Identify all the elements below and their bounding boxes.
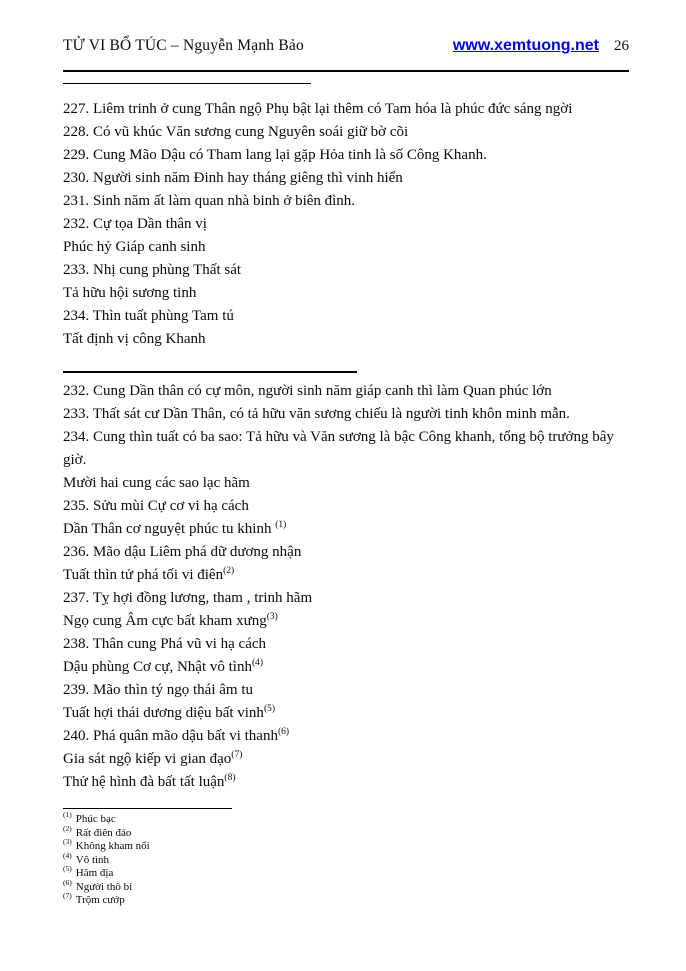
text-line — [63, 564, 629, 587]
footnote-ref: (7) — [231, 750, 243, 760]
footnote-marker: (3) — [63, 837, 72, 847]
footnote-marker: (4) — [63, 850, 72, 860]
footnote-ref: (1) — [275, 520, 287, 530]
line-text: Dần Thân cơ nguyệt phúc tu khinh — [63, 521, 276, 537]
footnote-line — [63, 823, 629, 841]
page-number: 26 — [614, 38, 629, 54]
poem-section — [63, 98, 629, 351]
poem-line: 227. Liêm trinh ở cung Thân ngộ Phụ bật lại thêm có Tam hóa là phúc đức sáng ngời — [63, 101, 573, 117]
line-text: 240. Phá quân mão dậu bất vi thanh — [63, 728, 278, 744]
footnote-ref: (6) — [277, 727, 290, 737]
footnote-ref: (4) — [251, 658, 264, 668]
line-text: Thử hệ hình đà bất tất luận — [63, 774, 225, 790]
text-line — [63, 518, 629, 541]
poem-line: 232. Cự tọa Dần thân vị — [63, 216, 207, 232]
continuation-separator-rule — [63, 83, 311, 84]
text-line — [63, 748, 629, 771]
footnote-text: Hãm địa — [75, 867, 114, 879]
text-line — [63, 380, 629, 403]
poem-line: 228. Có vũ khúc Văn sương cung Nguyên soái giữ bờ cõi — [63, 124, 409, 140]
line-text: 233. Thất sát cư Dần Thân, có tả hữu văn sương chiếu là người tinh khôn minh mẫn. — [63, 406, 570, 422]
line-text: 232. Cung Dần thân có cự môn, người sinh năm giáp canh thì làm Quan phúc lớn — [63, 383, 552, 399]
text-line — [63, 679, 629, 702]
footnote-marker: (5) — [63, 864, 72, 874]
text-line — [63, 403, 629, 426]
header-right — [453, 37, 629, 55]
footnote-separator-rule — [63, 808, 232, 809]
section-separator-rule — [63, 371, 357, 373]
text-line — [63, 702, 629, 725]
header-rule — [63, 70, 629, 72]
footnote-marker: (6) — [63, 877, 72, 887]
footnote-text: Trộm cướp — [75, 894, 125, 906]
text-line — [63, 633, 629, 656]
text-line — [63, 771, 629, 794]
footnote-line — [63, 864, 629, 881]
footnote-marker: (2) — [63, 823, 72, 833]
line-text: Ngọ cung Âm cực bất kham xưng — [63, 613, 267, 629]
footnote-line — [63, 810, 629, 827]
text-line — [63, 656, 629, 679]
footnote-line — [63, 891, 629, 908]
footnote-ref: (2) — [223, 566, 235, 576]
footnote-ref: (8) — [224, 773, 236, 783]
poem-line: 234. Thìn tuất phùng Tam tú — [63, 308, 234, 324]
line-text: Tuất thìn tử phá tối vi điên — [63, 567, 224, 583]
website-link[interactable]: www.xemtuong.net — [452, 37, 599, 54]
footnote-ref: (5) — [263, 704, 276, 714]
explanation-section — [63, 380, 629, 794]
text-line — [63, 495, 629, 518]
poem-line: Phúc hỷ Giáp canh sinh — [63, 239, 206, 255]
line-text: 235. Sửu mùi Cự cơ vi hạ cách — [63, 498, 249, 514]
line-text: 234. Cung thìn tuất có ba sao: Tả hữu và Văn sương là bậc Công khanh, tổng bộ trưởng bây giờ. — [63, 429, 614, 468]
poem-line: 230. Người sinh năm Đinh hay tháng giêng thì vinh hiển — [63, 170, 403, 186]
line-text: 239. Mão thìn tý ngọ thái âm tu — [63, 682, 253, 698]
line-text: Tuất hợi thái dương diệu bất vinh — [63, 705, 264, 721]
line-text: 238. Thân cung Phá vũ vi hạ cách — [63, 636, 267, 652]
text-line — [63, 587, 629, 610]
poem-line: Tả hữu hội sương tinh — [63, 285, 197, 301]
footnote-ref: (3) — [266, 612, 278, 622]
line-text: Mười hai cung các sao lạc hãm — [63, 475, 250, 491]
text-line — [63, 472, 629, 495]
footnote-text: Người thô bỉ — [75, 880, 133, 893]
poem-line: 231. Sinh năm ất làm quan nhà binh ở biên đình. — [63, 193, 356, 209]
book-title: TỬ VI BỔ TÚC – Nguyễn Mạnh Bảo — [63, 37, 304, 54]
line-text: Gia sát ngộ kiếp vi gian đạo — [63, 751, 232, 767]
footnote-text: Phúc bạc — [75, 813, 116, 825]
text-line — [63, 541, 629, 564]
footnote-marker: (1) — [63, 810, 72, 820]
footnote-text: Không kham nổi — [75, 840, 150, 852]
line-text: Dậu phùng Cơ cự, Nhật vô tình — [63, 659, 252, 675]
page-header — [63, 37, 629, 55]
text-line — [63, 426, 629, 472]
footnote-text: Rất điên đảo — [75, 826, 132, 839]
footnote-line — [63, 837, 629, 854]
line-text: 236. Mão dậu Liêm phá dữ dương nhận — [63, 544, 302, 560]
line-text: 237. Tỵ hợi đồng lương, tham , trinh hãm — [63, 590, 313, 606]
footnote-line — [63, 877, 629, 895]
text-line — [63, 725, 629, 748]
footnote-marker: (7) — [63, 891, 72, 901]
footnotes-section — [63, 810, 629, 908]
text-line — [63, 610, 629, 633]
poem-line: Tất định vị công Khanh — [63, 331, 206, 347]
poem-line: 233. Nhị cung phùng Thất sát — [63, 262, 242, 278]
footnote-text: Vô tình — [75, 853, 110, 866]
footnote-line — [63, 850, 629, 868]
poem-line: 229. Cung Mão Dậu có Tham lang lại gặp Hỏa tinh là số Công Khanh. — [63, 147, 487, 163]
page-body — [63, 98, 629, 908]
